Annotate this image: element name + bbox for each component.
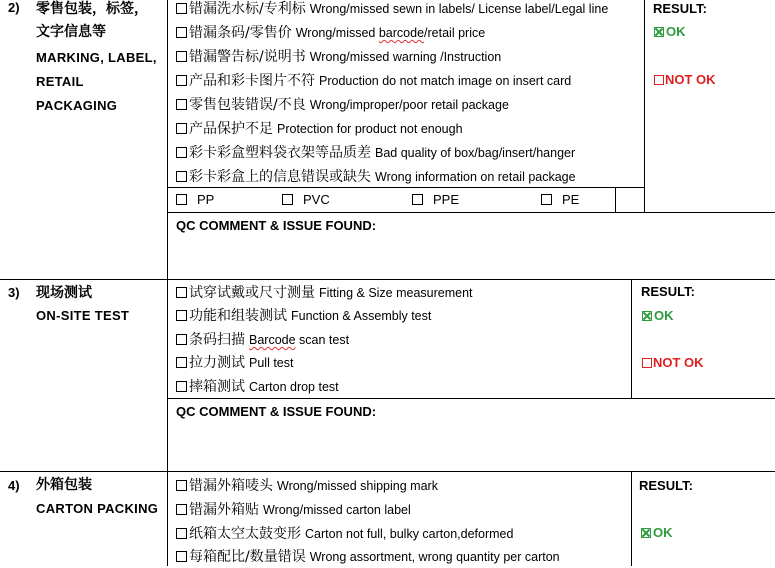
column-divider [644,0,645,212]
checklist-item[interactable] [176,70,571,92]
checklist-item[interactable] [176,376,339,398]
qc-comment-label: QC COMMENT & ISSUE FOUND: [176,218,377,233]
not-ok-label: NOT OK [653,355,704,370]
item-label-cn: 功能和组装测试 [189,308,287,324]
checkbox[interactable] [176,528,187,539]
item-label-en: Wrong/missed shipping mark [277,479,438,493]
checkbox[interactable] [176,357,187,368]
item-label-cn: 彩卡彩盒上的信息错误或缺失 [189,169,371,185]
checklist-item[interactable] [176,0,608,20]
item-label-cn: 产品保护不足 [189,121,273,137]
result-not-ok-option[interactable] [642,355,704,370]
item-label-en: Production do not match image on insert card [319,74,572,88]
checklist-item[interactable] [176,499,411,521]
section-divider [0,279,775,280]
not-ok-label: NOT OK [665,72,716,87]
section-title-en-line: PACKAGING [36,98,118,113]
item-label-en [249,333,349,347]
section-title-en-line: RETAIL [36,74,84,89]
item-label-cn: 错漏外箱贴 [189,502,259,518]
checklist-item[interactable] [176,282,473,304]
item-label-cn: 摔箱测试 [189,379,245,395]
item-label-en: Wrong/improper/poor retail package [309,98,509,112]
section-title-en [36,46,157,118]
checked-box-icon[interactable] [641,528,651,538]
column-divider [615,187,616,212]
packaging-option-label: PE [562,192,580,207]
checklist-item[interactable] [176,352,293,374]
checkbox[interactable] [282,194,293,205]
checklist-item[interactable] [176,305,431,327]
section-title-cn [36,0,164,44]
result-not-ok-option[interactable] [654,72,716,87]
item-label-en: Carton not full, bulky carton,deformed [305,527,514,541]
checked-box-icon[interactable] [654,27,664,37]
item-label-en: Carton drop test [249,380,339,394]
item-label-en: Function & Assembly test [291,309,432,323]
qc-comment-area[interactable] [168,234,774,278]
checkbox[interactable] [176,504,187,515]
qc-comment-area[interactable] [168,420,774,470]
item-label-cn: 错漏警告标/说明书 [189,49,306,65]
checklist-item[interactable] [176,22,485,44]
checklist-item[interactable] [176,475,438,497]
checkbox[interactable] [176,310,187,321]
checkbox[interactable] [176,3,187,14]
item-label-cn: 每箱配比/数量错误 [189,549,306,565]
result-ok-option[interactable] [641,525,673,540]
item-label-en: Wrong assortment, wrong quantity per carton [309,550,560,564]
item-label-en-part: Wrong/missed [295,26,379,40]
ok-label: OK [653,525,673,540]
item-label-cn: 零售包装错误/不良 [189,97,306,113]
packaging-option-pe[interactable] [541,192,579,207]
ok-label: OK [654,308,674,323]
checkbox[interactable] [176,171,187,182]
checklist-item[interactable] [176,46,501,68]
packaging-option-pvc[interactable] [282,192,330,207]
section-title-cn-line: 文字信息等 [36,24,106,40]
checkbox[interactable] [541,194,552,205]
checkbox[interactable] [176,287,187,298]
item-label-en: Wrong information on retail package [375,170,576,184]
item-label-cn: 试穿试戴或尺寸测量 [189,285,315,301]
packaging-option-label: PPE [433,192,460,207]
packaging-option-pp[interactable] [176,192,214,207]
item-label-cn: 纸箱太空太鼓变形 [189,526,301,542]
section-title-en-line: MARKING, LABEL, [36,50,157,65]
section-number: 4) [8,478,20,493]
column-divider [631,471,632,566]
item-label-en: Pull test [249,356,294,370]
item-label-cn: 错漏条码/零售价 [189,25,292,41]
qc-comment-label: QC COMMENT & ISSUE FOUND: [176,404,377,419]
item-label-en: Protection for product not enough [277,122,463,136]
column-divider [631,279,632,398]
checkbox[interactable] [176,27,187,38]
section-divider [0,471,775,472]
checklist-item[interactable] [176,166,576,188]
checkbox[interactable] [412,194,423,205]
section-number: 3) [8,285,20,300]
result-label: RESULT: [653,1,707,16]
item-label-cn: 拉力测试 [189,355,245,371]
item-label-cn: 错漏洗水标/专利标 [189,1,306,17]
item-label-en-part: barcode [378,26,425,40]
checkbox[interactable] [176,381,187,392]
item-label-en-part: Barcode [249,333,296,347]
checklist-item[interactable] [176,329,349,351]
ok-label: OK [666,24,686,39]
item-label-cn: 条码扫描 [189,332,245,348]
result-ok-option[interactable] [642,308,674,323]
item-label-en-part: /retail price [424,26,486,40]
checklist-item[interactable] [176,94,509,116]
item-label-cn: 错漏外箱唛头 [189,478,273,494]
item-label-en [296,26,485,40]
checkbox[interactable] [176,147,187,158]
packaging-option-ppe[interactable] [412,192,459,207]
divider [167,212,775,213]
checklist-item[interactable] [176,546,560,568]
column-divider [167,0,168,566]
item-label-en: Wrong/missed sewn in labels/ License label/Legal line [309,2,609,16]
checked-box-icon[interactable] [642,311,652,321]
checklist-item[interactable] [176,142,575,164]
checklist-item[interactable] [176,118,463,140]
result-ok-option[interactable] [654,24,686,39]
item-label-en: Wrong/missed carton label [263,503,411,517]
packaging-option-label: PP [197,192,215,207]
item-label-cn: 彩卡彩盒塑料袋衣架等品质差 [189,145,371,161]
checkbox[interactable] [176,51,187,62]
section-title-cn: 现场测试 [36,285,92,301]
section-title-en: ON-SITE TEST [36,308,130,323]
section-title-cn: 外箱包装 [36,477,92,493]
checkbox[interactable] [176,99,187,110]
checkbox[interactable] [176,194,187,205]
checkbox[interactable] [176,123,187,134]
result-label: RESULT: [639,478,693,493]
item-label-cn: 产品和彩卡图片不符 [189,73,315,89]
item-label-en: Wrong/missed warning /Instruction [309,50,502,64]
item-label-en: Bad quality of box/bag/insert/hanger [375,146,576,160]
checkbox[interactable] [176,551,187,562]
section-title-en: CARTON PACKING [36,501,159,516]
result-label: RESULT: [641,284,695,299]
checkbox-icon[interactable] [654,75,664,85]
checkbox[interactable] [176,480,187,491]
checkbox[interactable] [176,75,187,86]
section-title-cn-line: 零售包装，标签， [36,1,148,17]
item-label-en: Fitting & Size measurement [319,286,473,300]
checklist-item[interactable] [176,523,513,545]
divider [167,398,775,399]
section-number: 2) [8,0,20,15]
item-label-en-part: scan test [295,333,350,347]
checkbox-icon[interactable] [642,358,652,368]
packaging-option-label: PVC [303,192,330,207]
checkbox[interactable] [176,334,187,345]
